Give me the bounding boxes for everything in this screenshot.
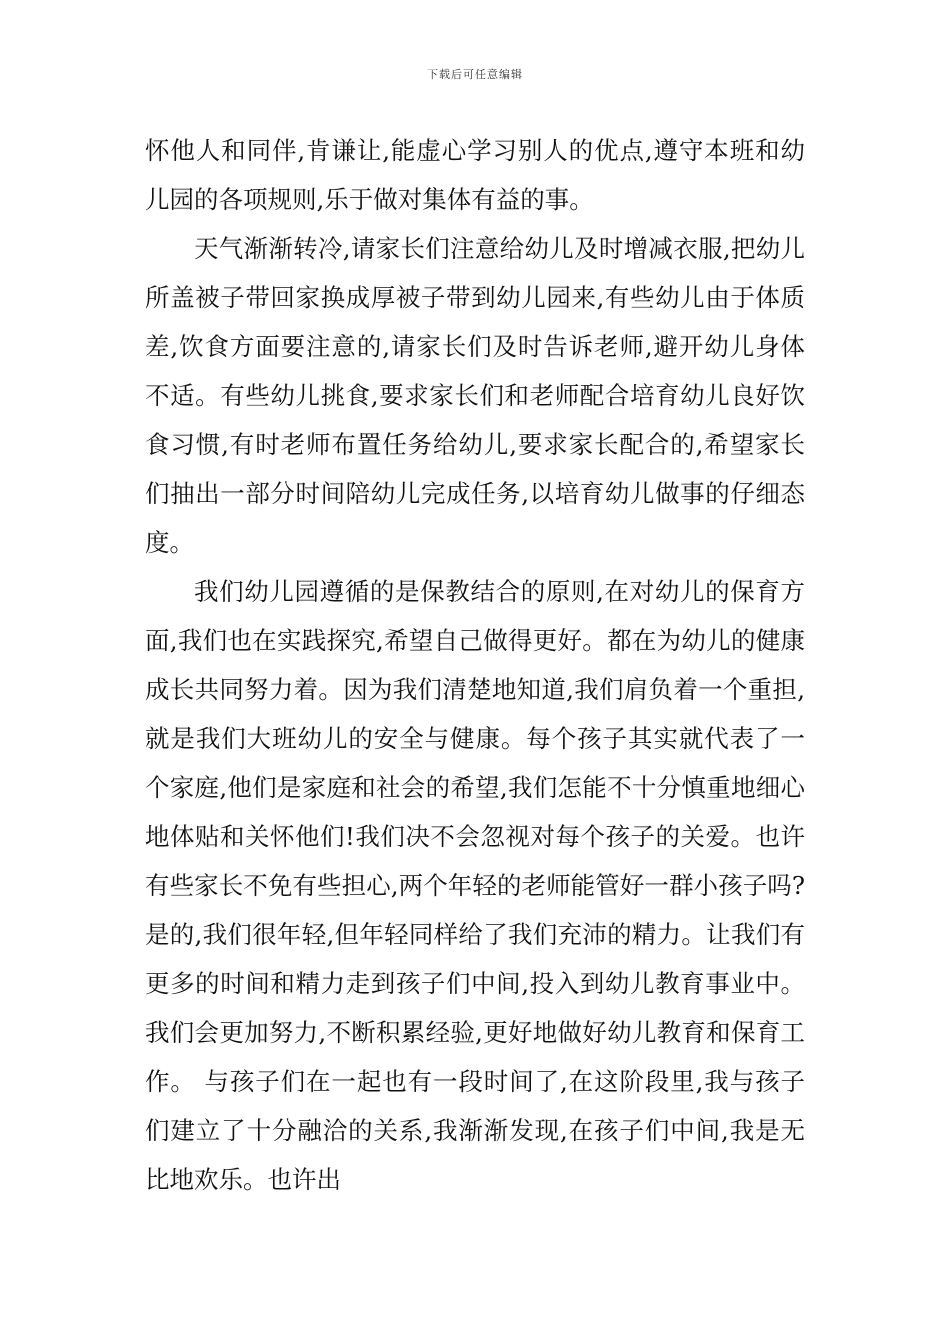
paragraph-2: 天气渐渐转冷,请家长们注意给幼儿及时增减衣服,把幼儿所盖被子带回家换成厚被子带到幼儿园来,有些幼儿由于体质差,饮食方面要注意的,请家长们及时告诉老师,避开幼儿身体不适。有些幼儿挑食,要求家长们和老师配合培育幼儿良好饮食习惯,有时老师布置任务给幼儿,要求家长配合的,希望家长们抽出一部分时间陪幼儿完成任务,以培育幼儿做事的仔细态度。 [145,234,805,557]
paragraph-3: 我们幼儿园遵循的是保教结合的原则,在对幼儿的保育方面,我们也在实践探究,希望自己做得更好。都在为幼儿的健康成长共同努力着。因为我们清楚地知道,我们肩负着一个重担,就是我们大班幼儿的安全与健康。每个孩子其实就代表了一个家庭,他们是家庭和社会的希望,我们怎能不十分慎重地细心地体贴和关怀他们!我们决不会忽视对每个孩子的关爱。也许有些家长不免有些担心,两个年轻的老师能管好一群小孩子吗?是的,我们很年轻,但年轻同样给了我们充沛的精力。让我们有更多的时间和精力走到孩子们中间,投入到幼儿教育事业中。我们会更加努力,不断积累经验,更好地做好幼儿教育和保育工作。 与孩子们在一起也有一段时间了,在这阶段里,我与孩子们建立了十分融洽的关系,我渐渐发现,在孩子们中间,我是无比地欢乐。也许出 [145,577,805,1194]
document-body [145,126,805,1204]
page-header: 下载后可任意编辑 [427,68,523,81]
paragraph-1: 怀他人和同伴,肯谦让,能虚心学习别人的优点,遵守本班和幼儿园的各项规则,乐于做对集体有益的事。 [145,136,805,214]
